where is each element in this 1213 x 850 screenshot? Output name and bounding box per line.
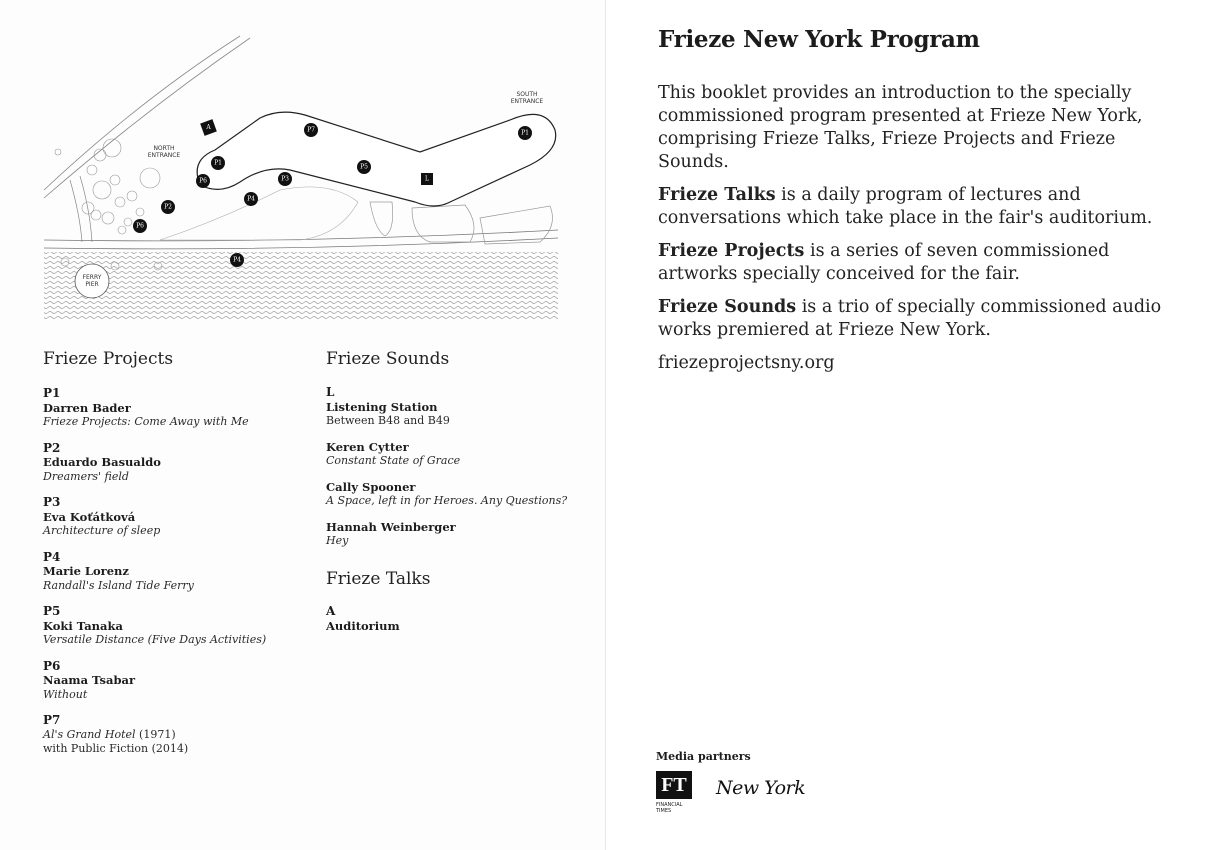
- svg-text:P5: P5: [360, 163, 368, 171]
- program-body: [658, 82, 1178, 385]
- work-year: (1971): [135, 727, 176, 741]
- artist-name: Cally Spooner: [326, 479, 416, 494]
- svg-text:P1: P1: [214, 159, 222, 167]
- sounds-list: [326, 385, 586, 560]
- project-entry-p5: [43, 604, 303, 648]
- projects-list: [43, 386, 303, 768]
- marker-p1[interactable]: [211, 156, 225, 170]
- project-entry-p2: [43, 441, 303, 485]
- sounds-term: Frieze Sounds: [658, 297, 797, 317]
- project-code: P4: [43, 549, 61, 564]
- media-partners: [656, 750, 805, 814]
- svg-text:P6: P6: [136, 222, 144, 230]
- marker-p4-water[interactable]: [230, 253, 244, 267]
- venue-map: [40, 30, 562, 322]
- marker-p2[interactable]: [161, 200, 175, 214]
- artist-name: Koki Tanaka: [43, 618, 123, 633]
- talks-description: is a daily program of lectures and conversations which take place in the fair's auditorium.: [658, 185, 1153, 228]
- sound-entry-spooner: [326, 480, 586, 509]
- projects-paragraph: [658, 240, 1178, 286]
- work-title: Without: [43, 687, 88, 701]
- marker-a[interactable]: [200, 119, 217, 136]
- work-title: Hey: [326, 534, 349, 547]
- artist-name: Darren Bader: [43, 400, 131, 415]
- work-title: Versatile Distance (Five Days Activities): [43, 633, 267, 646]
- partner-logos: [656, 771, 805, 814]
- talks-term: Frieze Talks: [658, 185, 776, 205]
- marker-p4[interactable]: [244, 192, 258, 206]
- artist-name: Naama Tsabar: [43, 673, 136, 687]
- marker-p7[interactable]: [304, 123, 318, 137]
- svg-text:P4: P4: [247, 195, 255, 203]
- talks-heading: Frieze Talks: [326, 569, 431, 589]
- project-entry-p7: [43, 713, 303, 757]
- project-code: P7: [43, 713, 61, 727]
- sounds-paragraph: [658, 296, 1178, 342]
- ft-caption: [656, 802, 692, 814]
- sound-entry-listening-station: [326, 385, 586, 429]
- svg-text:P3: P3: [281, 175, 289, 183]
- south-entrance-label-1: SOUTH: [516, 91, 538, 98]
- tree-circles: [55, 139, 162, 270]
- sounds-description: is a trio of specially commissioned audio works premiered at Frieze New York.: [658, 297, 1162, 340]
- artist-name: Keren Cytter: [326, 439, 409, 454]
- project-entry-p3: [43, 495, 303, 539]
- financial-times-logo: [656, 771, 692, 814]
- talks-list: [326, 604, 586, 644]
- work-title: Constant State of Grace: [326, 454, 461, 467]
- marker-l[interactable]: [421, 173, 433, 185]
- projects-description: is a series of seven commissioned artworks specially conceived for the fair.: [658, 241, 1110, 284]
- north-entrance-label-2: ENTRANCE: [147, 152, 181, 159]
- ft-caption-line-2: TIMES: [656, 808, 672, 814]
- project-entry-p4: [43, 550, 303, 594]
- right-page: [606, 0, 1213, 850]
- svg-text:P7: P7: [307, 126, 315, 134]
- work-title: Al's Grand Hotel: [43, 727, 136, 741]
- talk-entry-auditorium: [326, 604, 586, 633]
- project-code: P1: [43, 386, 61, 400]
- intro-paragraph: This booklet provides an introduction to the specially commissioned program presented at Frieze New York, comprising Frieze Talks, Frieze Projects and Frieze Sounds.: [658, 83, 1143, 172]
- south-entrance-label-2: ENTRANCE: [510, 98, 544, 105]
- work-title-line: [43, 728, 303, 743]
- ferry-pier-label-2: PIER: [85, 281, 99, 288]
- program-title: Frieze New York Program: [658, 26, 980, 53]
- sound-location: Between B48 and B49: [326, 414, 450, 427]
- project-code: P6: [43, 658, 61, 673]
- left-page: [0, 0, 606, 850]
- ferry-pier-label-1: FERRY: [82, 274, 102, 281]
- project-entry-p1: [43, 386, 303, 430]
- project-code: P5: [43, 604, 61, 618]
- ft-mark: FT: [656, 771, 692, 799]
- project-code: P2: [43, 440, 61, 455]
- new-york-magazine-logo: New York: [716, 777, 806, 799]
- projects-heading: Frieze Projects: [43, 349, 174, 369]
- sound-code: L: [326, 385, 335, 399]
- marker-p6-top[interactable]: [196, 174, 210, 188]
- media-partners-heading: Media partners: [656, 750, 751, 763]
- north-entrance-label-1: NORTH: [153, 145, 175, 152]
- svg-text:L: L: [425, 175, 429, 183]
- work-title: Randall's Island Tide Ferry: [43, 578, 194, 592]
- marker-p1-south[interactable]: [518, 126, 532, 140]
- marker-p3[interactable]: [278, 172, 292, 186]
- talks-paragraph: [658, 184, 1178, 230]
- collaboration-line: with Public Fiction (2014): [43, 742, 189, 755]
- artist-name: Marie Lorenz: [43, 564, 129, 578]
- artist-name: Eduardo Basualdo: [43, 455, 161, 469]
- artist-name: Hannah Weinberger: [326, 519, 456, 534]
- river-water: [44, 252, 558, 320]
- sounds-heading: Frieze Sounds: [326, 349, 450, 369]
- projects-term: Frieze Projects: [658, 241, 805, 261]
- work-title: Dreamers' field: [43, 469, 129, 483]
- sound-entry-weinberger: [326, 520, 586, 549]
- svg-text:A: A: [206, 124, 211, 131]
- svg-text:P6: P6: [199, 177, 207, 185]
- venue-map-svg: [40, 30, 562, 322]
- ft-caption-line-1: FINANCIAL: [656, 802, 683, 808]
- artist-name: Eva Koťátková: [43, 509, 136, 524]
- svg-text:P4: P4: [233, 256, 241, 264]
- work-title: Frieze Projects: Come Away with Me: [43, 415, 249, 428]
- talk-code: A: [326, 604, 336, 618]
- talk-venue: Auditorium: [326, 618, 400, 633]
- svg-text:P2: P2: [164, 203, 172, 211]
- svg-text:P1: P1: [521, 129, 529, 137]
- marker-p5[interactable]: [357, 160, 371, 174]
- work-title: A Space, left in for Heroes. Any Questions?: [326, 494, 568, 507]
- website-url[interactable]: friezeprojectsny.org: [658, 353, 835, 373]
- project-code: P3: [43, 495, 61, 509]
- marker-p6[interactable]: [133, 219, 147, 233]
- project-entry-p6: [43, 659, 303, 703]
- sound-name: Listening Station: [326, 399, 438, 414]
- work-title: Architecture of sleep: [43, 524, 161, 537]
- sound-entry-cytter: [326, 440, 586, 469]
- tent-outline: [197, 112, 556, 206]
